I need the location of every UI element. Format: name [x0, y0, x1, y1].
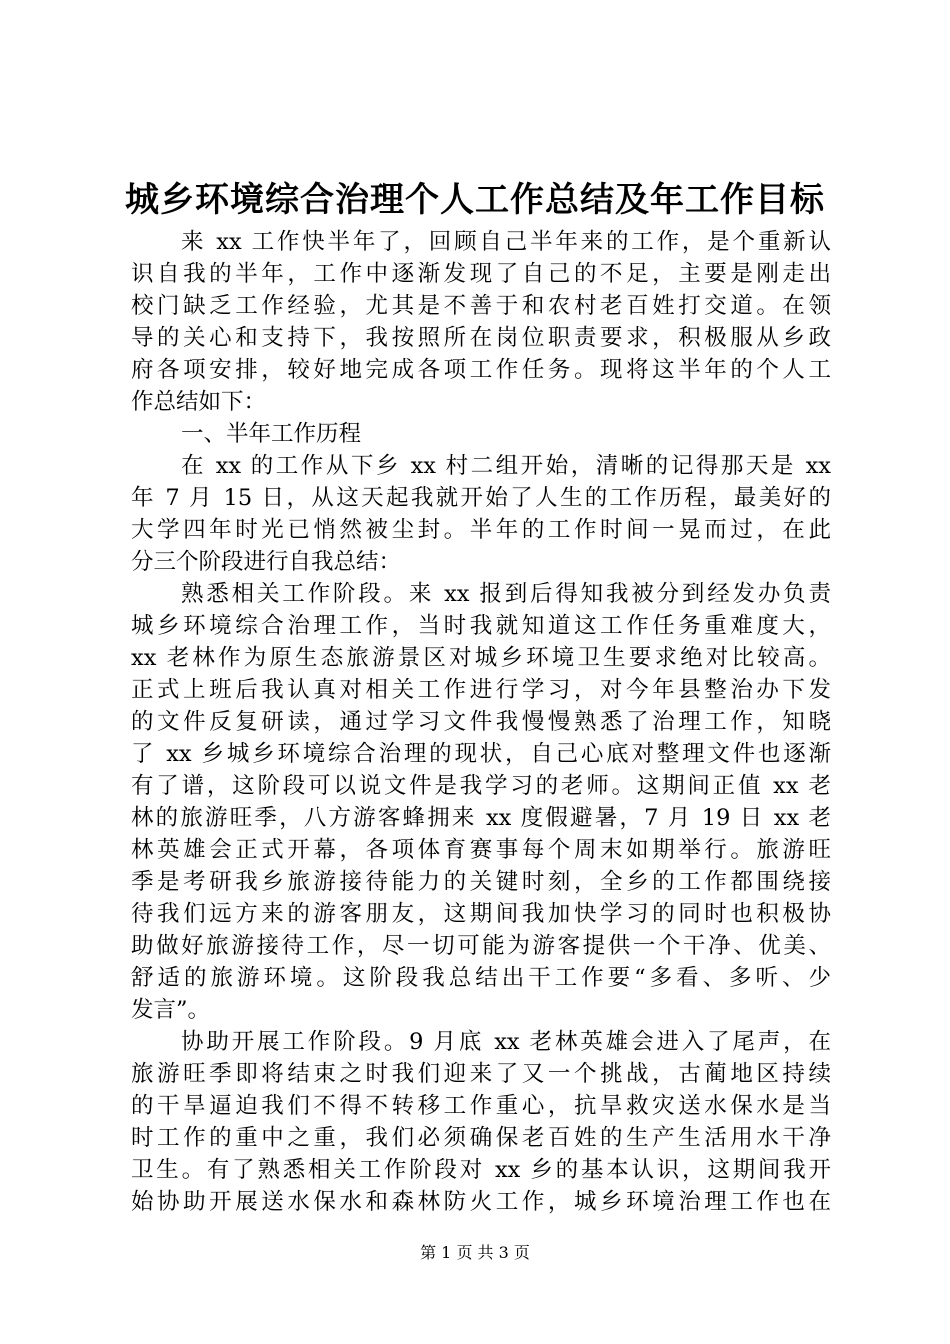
paragraph-line: 城乡环境综合治理工作，当时我就知道这工作任务重难度大，: [131, 613, 831, 639]
paragraph-line: 待我们远方来的游客朋友，这期间我加快学习的同时也积极协: [131, 901, 831, 927]
paragraph-line: 大学四年时光已悄然被尘封。半年的工作时间一晃而过，在此: [131, 517, 831, 543]
paragraph-line: 时工作的重中之重，我们必须确保老百姓的生产生活用水干净: [131, 1125, 831, 1151]
paragraph-line: 在 xx 的工作从下乡 xx 村二组开始，清晰的记得那天是 xx: [181, 453, 831, 479]
paragraph-line: 旅游旺季即将结束之时我们迎来了又一个挑战，古蔺地区持续: [131, 1061, 831, 1087]
page-number-footer: 第 1 页 共 3 页: [420, 1243, 530, 1262]
paragraph-line: 来 xx 工作快半年了，回顾自己半年来的工作，是个重新认: [181, 229, 831, 255]
paragraph-line: 林英雄会正式开幕，各项体育赛事每个周末如期举行。旅游旺: [131, 837, 831, 863]
paragraph-line: 有了谱，这阶段可以说文件是我学习的老师。这期间正值 xx 老: [131, 773, 831, 799]
paragraph-line: 校门缺乏工作经验，尤其是不善于和农村老百姓打交道。在领: [131, 293, 831, 319]
paragraph-line: 导的关心和支持下，我按照所在岗位职责要求，积极服从乡政: [131, 325, 831, 351]
paragraph-line: xx 老林作为原生态旅游景区对城乡环境卫生要求绝对比较高。: [131, 645, 831, 671]
paragraph-line: 始协助开展送水保水和森林防火工作，城乡环境治理工作也在: [131, 1189, 831, 1215]
paragraph-line: 发言”。: [131, 997, 211, 1023]
paragraph-line: 助做好旅游接待工作，尽一切可能为游客提供一个干净、优美、: [131, 933, 831, 959]
paragraph-line: 正式上班后我认真对相关工作进行学习，对今年县整治办下发: [131, 677, 831, 703]
section-heading: 一、半年工作历程: [181, 421, 362, 447]
document-body: [131, 226, 831, 1218]
paragraph-line: 府各项安排，较好地完成各项工作任务。现将这半年的个人工: [131, 357, 831, 383]
paragraph-line: 了 xx 乡城乡环境综合治理的现状，自己心底对整理文件也逐渐: [131, 741, 831, 767]
paragraph-line: 分三个阶段进行自我总结：: [131, 549, 402, 575]
document-title: 城乡环境综合治理个人工作总结及年工作目标: [125, 180, 825, 220]
paragraph-line: 协助开展工作阶段。9 月底 xx 老林英雄会进入了尾声，在: [181, 1029, 831, 1055]
paragraph-line: 作总结如下：: [131, 389, 267, 415]
paragraph-line: 林的旅游旺季，八方游客蜂拥来 xx 度假避暑，7 月 19 日 xx 老: [131, 805, 831, 831]
paragraph-line: 舒适的旅游环境。这阶段我总结出干工作要“多看、多听、少: [131, 965, 831, 991]
paragraph-line: 熟悉相关工作阶段。来 xx 报到后得知我被分到经发办负责: [181, 581, 831, 607]
paragraph-line: 卫生。有了熟悉相关工作阶段对 xx 乡的基本认识，这期间我开: [131, 1157, 831, 1183]
paragraph-line: 季是考研我乡旅游接待能力的关键时刻，全乡的工作都围绕接: [131, 869, 831, 895]
paragraph-line: 识自我的半年，工作中逐渐发现了自己的不足，主要是刚走出: [131, 261, 831, 287]
paragraph-line: 的干旱逼迫我们不得不转移工作重心，抗旱救灾送水保水是当: [131, 1093, 831, 1119]
paragraph-line: 年 7 月 15 日，从这天起我就开始了人生的工作历程，最美好的: [131, 485, 831, 511]
paragraph-line: 的文件反复研读，通过学习文件我慢慢熟悉了治理工作，知晓: [131, 709, 831, 735]
